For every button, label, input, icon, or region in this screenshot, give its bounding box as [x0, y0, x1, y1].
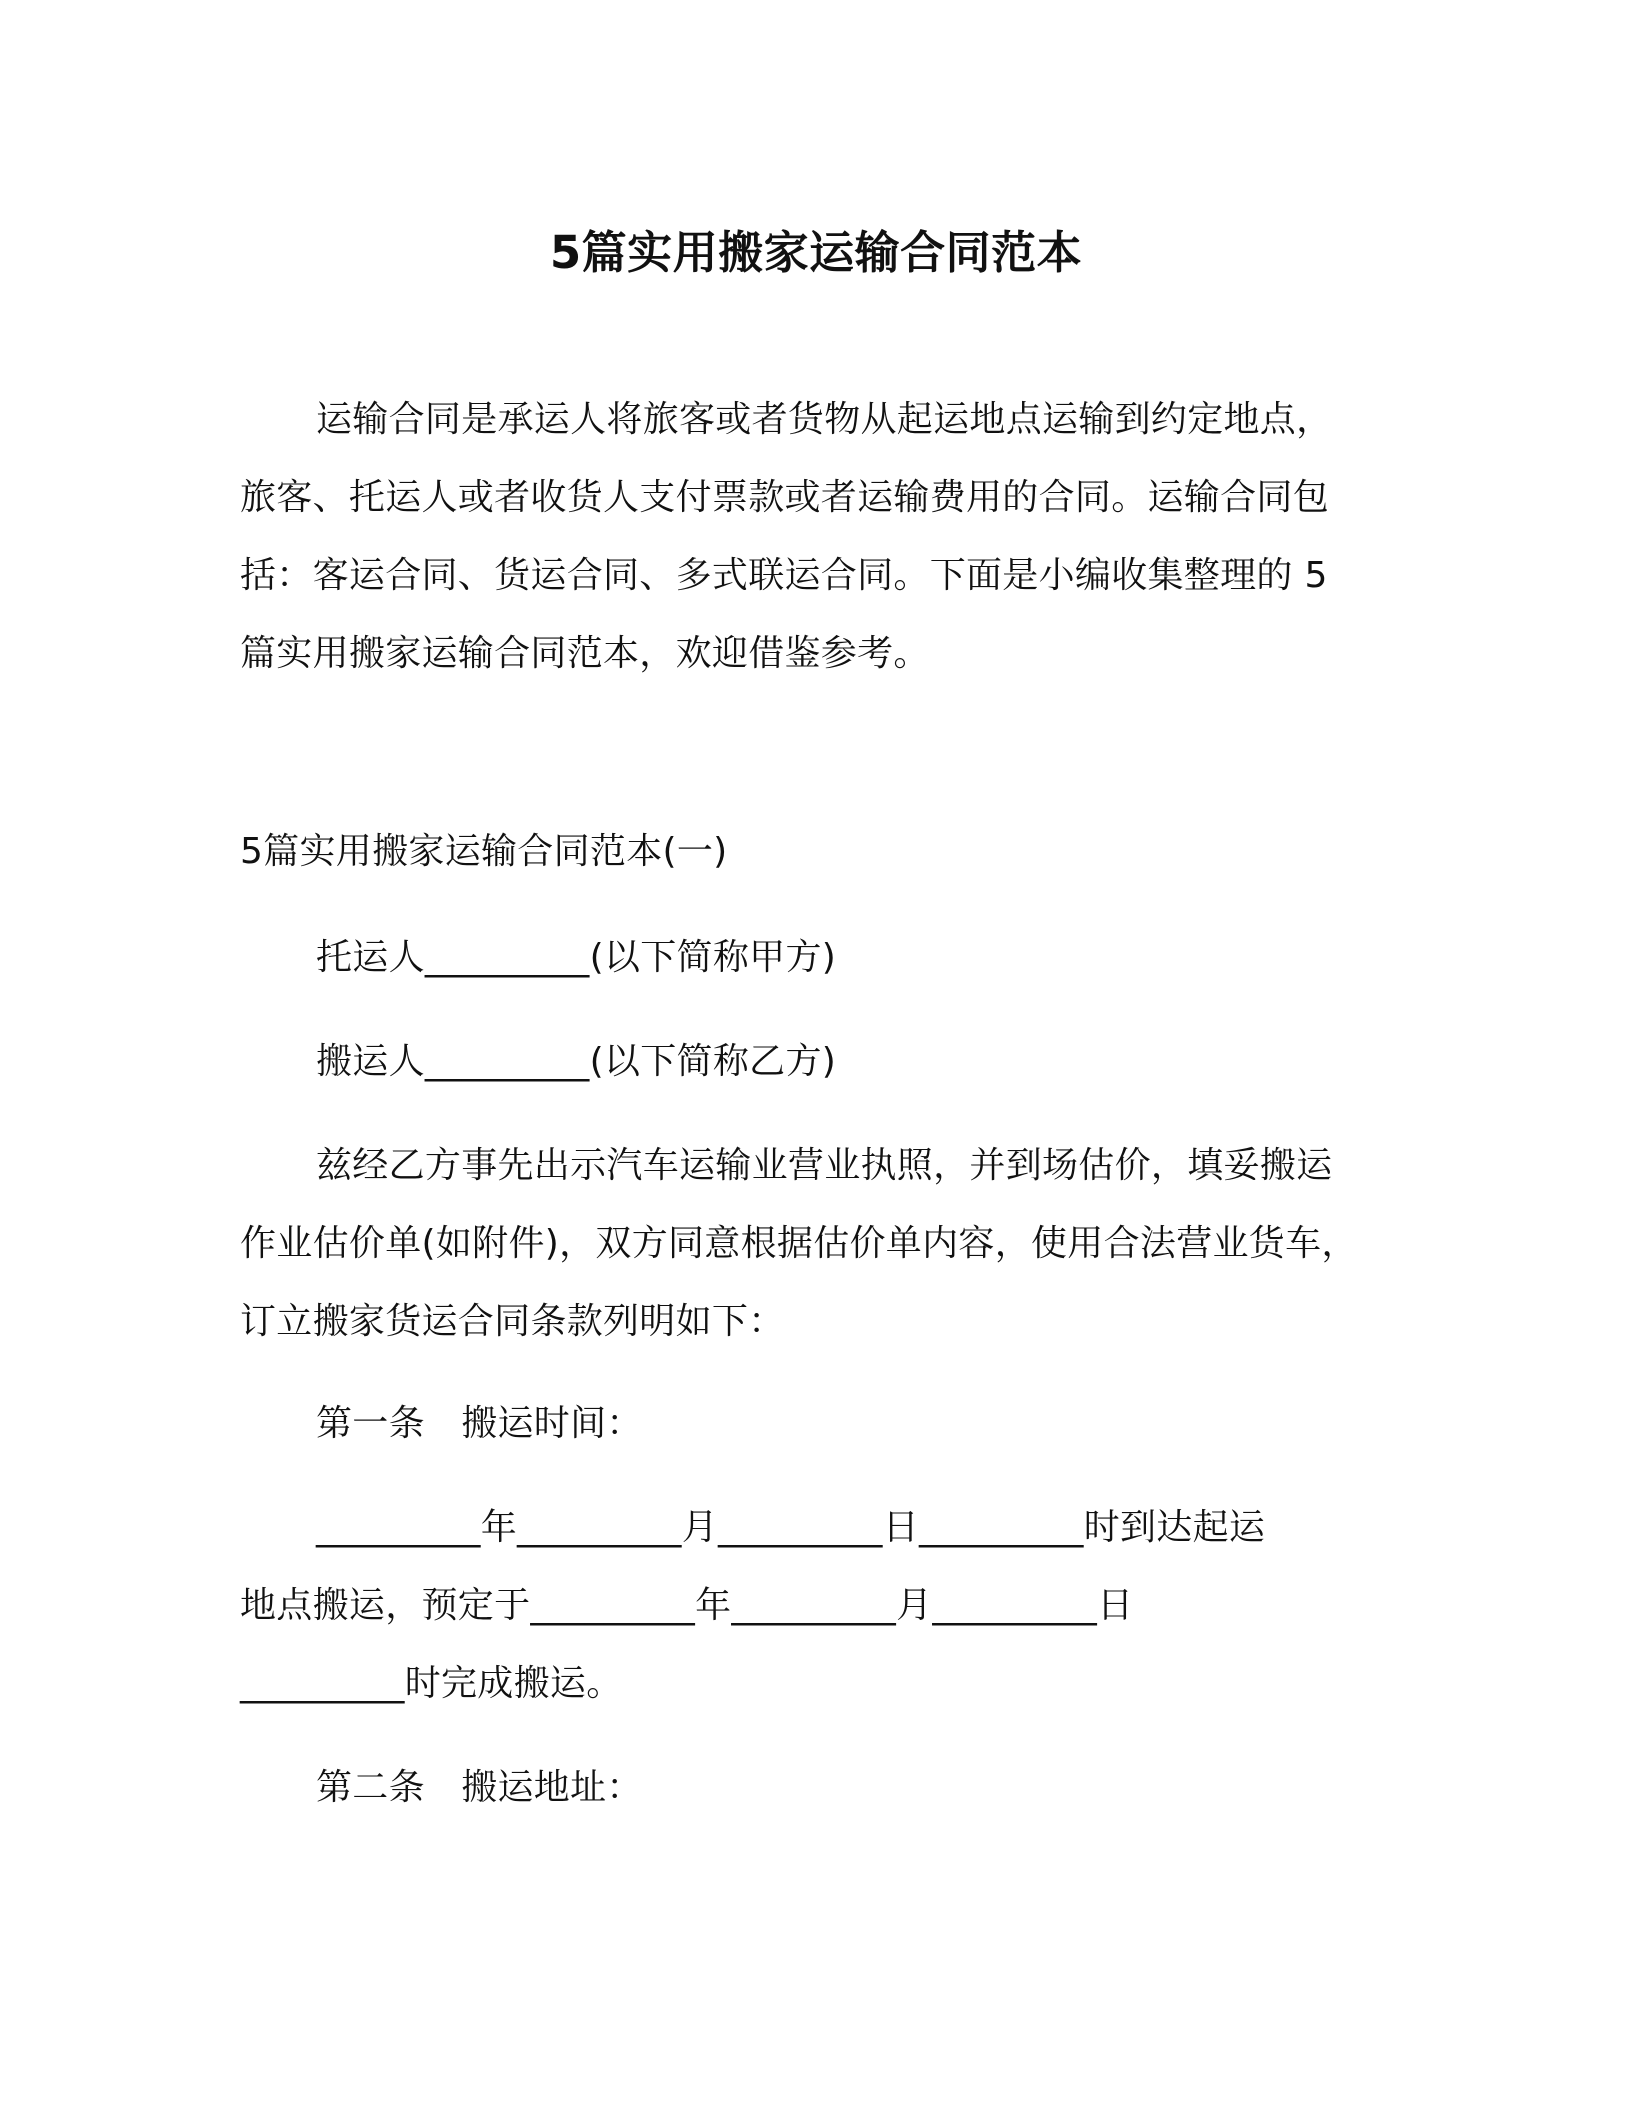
- preamble-line-2: 作业估价单(如附件)，双方同意根据估价单内容，使用合法营业货车，: [240, 1223, 1358, 1264]
- preamble-line-3: 订立搬家货运合同条款列明如下：: [240, 1301, 785, 1342]
- section-heading: 5篇实用搬家运输合同范本(一): [240, 831, 728, 872]
- article-2-heading: 第二条 搬运地址：: [316, 1767, 643, 1808]
- intro-line-2: 旅客、托运人或者收货人支付票款或者运输费用的合同。运输合同包: [240, 477, 1330, 518]
- intro-line-1: 运输合同是承运人将旅客或者货物从起运地点运输到约定地点，: [316, 399, 1333, 440]
- intro-line-4: 篇实用搬家运输合同范本，欢迎借鉴参考。: [240, 633, 930, 674]
- preamble-line-1: 兹经乙方事先出示汽车运输业营业执照，并到场估价，填妥搬运: [316, 1145, 1333, 1186]
- consignor-line: 托运人_________(以下简称甲方): [316, 937, 837, 978]
- article-1-line-1: _________年_________月_________日_________时到达起运: [316, 1507, 1266, 1548]
- document-title: 5篇实用搬家运输合同范本: [549, 226, 1083, 279]
- article-1-line-2: 地点搬运，预定于_________年_________月_________日: [240, 1585, 1134, 1626]
- article-1-line-3: _________时完成搬运。: [240, 1663, 623, 1704]
- carrier-line: 搬运人_________(以下简称乙方): [316, 1041, 837, 1082]
- intro-line-3: 括：客运合同、货运合同、多式联运合同。下面是小编收集整理的 5: [240, 555, 1328, 596]
- article-1-heading: 第一条 搬运时间：: [316, 1403, 643, 1444]
